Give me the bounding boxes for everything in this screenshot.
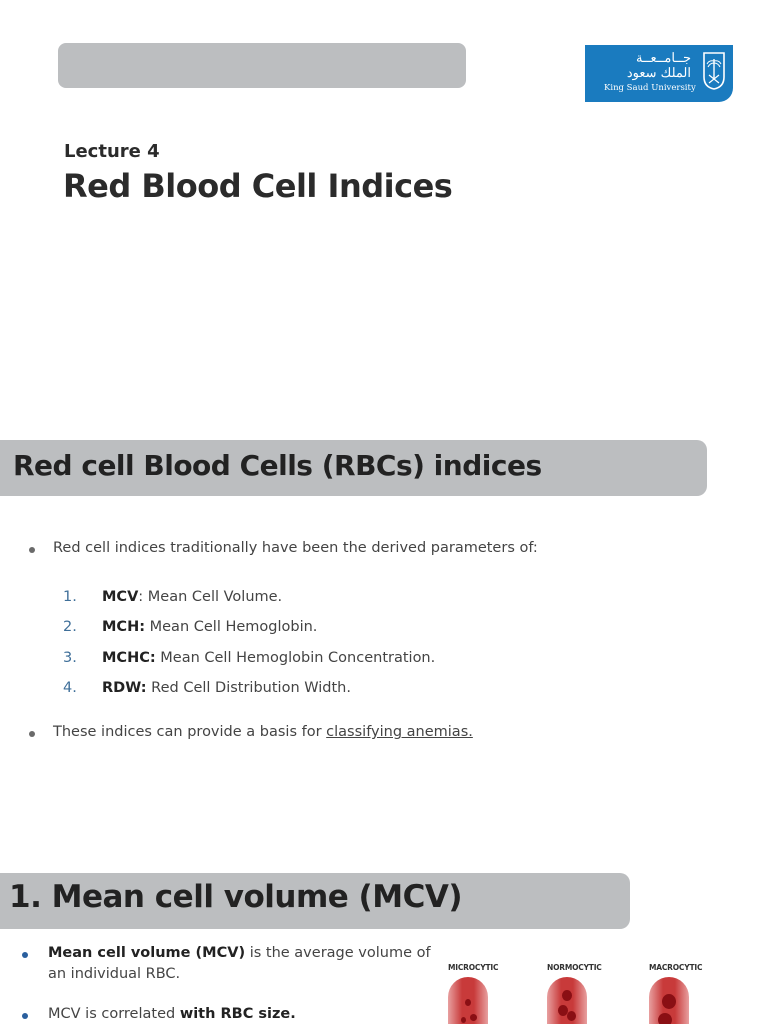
logo-arabic-line2: الملك سعود: [626, 66, 691, 81]
list-text: [102, 650, 435, 666]
bullet-dot: [22, 1013, 28, 1019]
list-number: 4.: [63, 680, 77, 696]
caption-microcytic: MICROCYTIC: [448, 963, 499, 972]
term-mch: MCH:: [102, 619, 146, 635]
bullet-dot: [29, 731, 35, 737]
rbc-cell: [461, 1017, 466, 1023]
term-sep: :: [138, 589, 144, 605]
rbc-cell: [662, 994, 676, 1009]
rbc-cell: [470, 1014, 477, 1021]
classifying-anemias-link[interactable]: classifying anemias.: [326, 724, 473, 740]
term-mcv: MCV: [102, 589, 139, 605]
section-header-mcv: [0, 873, 630, 929]
vessel-normocytic: [547, 977, 587, 1024]
list-number: 1.: [63, 589, 77, 605]
term-rdw: RDW:: [102, 680, 147, 696]
list-text: [102, 589, 282, 605]
mcv-term: Mean cell volume (MCV): [48, 945, 246, 961]
section-header-indices: [0, 440, 707, 496]
lecture-label: Lecture 4: [64, 141, 160, 162]
list-number: 3.: [63, 650, 77, 666]
header-bar: [58, 43, 466, 88]
page-title: Red Blood Cell Indices: [63, 167, 453, 205]
rbc-size-figure: [440, 955, 730, 1024]
mcv-corr-prefix: MCV is correlated: [48, 1006, 180, 1022]
list-text: [102, 619, 317, 635]
mcv-definition: [48, 945, 431, 961]
rbc-cell: [562, 990, 572, 1001]
vessel-macrocytic: [649, 977, 689, 1024]
caption-macrocytic: MACROCYTIC: [649, 963, 703, 972]
list-text: [102, 680, 351, 696]
bullet-dot: [29, 547, 35, 553]
closing-text: [53, 724, 473, 740]
bullet-dot: [22, 952, 28, 958]
section-heading: 1. Mean cell volume (MCV): [9, 879, 462, 915]
mcv-def-rest: is the average volume of: [245, 945, 431, 961]
mcv-corr-bold: with RBC size.: [179, 1006, 296, 1022]
rbc-cell: [658, 1013, 672, 1024]
term-desc: Mean Cell Hemoglobin.: [145, 619, 318, 635]
rbc-cell: [465, 999, 471, 1006]
caption-normocytic: NORMOCYTIC: [547, 963, 602, 972]
ksu-logo: [585, 45, 733, 102]
mcv-correlation: [48, 1006, 296, 1022]
term-desc: Red Cell Distribution Width.: [146, 680, 351, 696]
term-mchc: MCHC:: [102, 650, 156, 666]
logo-arabic-line1: جــامــعــة: [635, 51, 691, 66]
section-heading: Red cell Blood Cells (RBCs) indices: [13, 449, 542, 482]
rbc-cell: [567, 1011, 576, 1021]
mcv-definition-line2: an individual RBC.: [48, 966, 181, 982]
intro-text: Red cell indices traditionally have been the derived parameters of:: [53, 540, 538, 556]
list-number: 2.: [63, 619, 77, 635]
term-desc: Mean Cell Volume.: [143, 589, 283, 605]
logo-english: King Saud University: [604, 83, 696, 93]
palm-shield-icon: [702, 51, 726, 91]
closing-prefix: These indices can provide a basis for: [53, 724, 327, 740]
vessel-microcytic: [448, 977, 488, 1024]
term-desc: Mean Cell Hemoglobin Concentration.: [155, 650, 436, 666]
